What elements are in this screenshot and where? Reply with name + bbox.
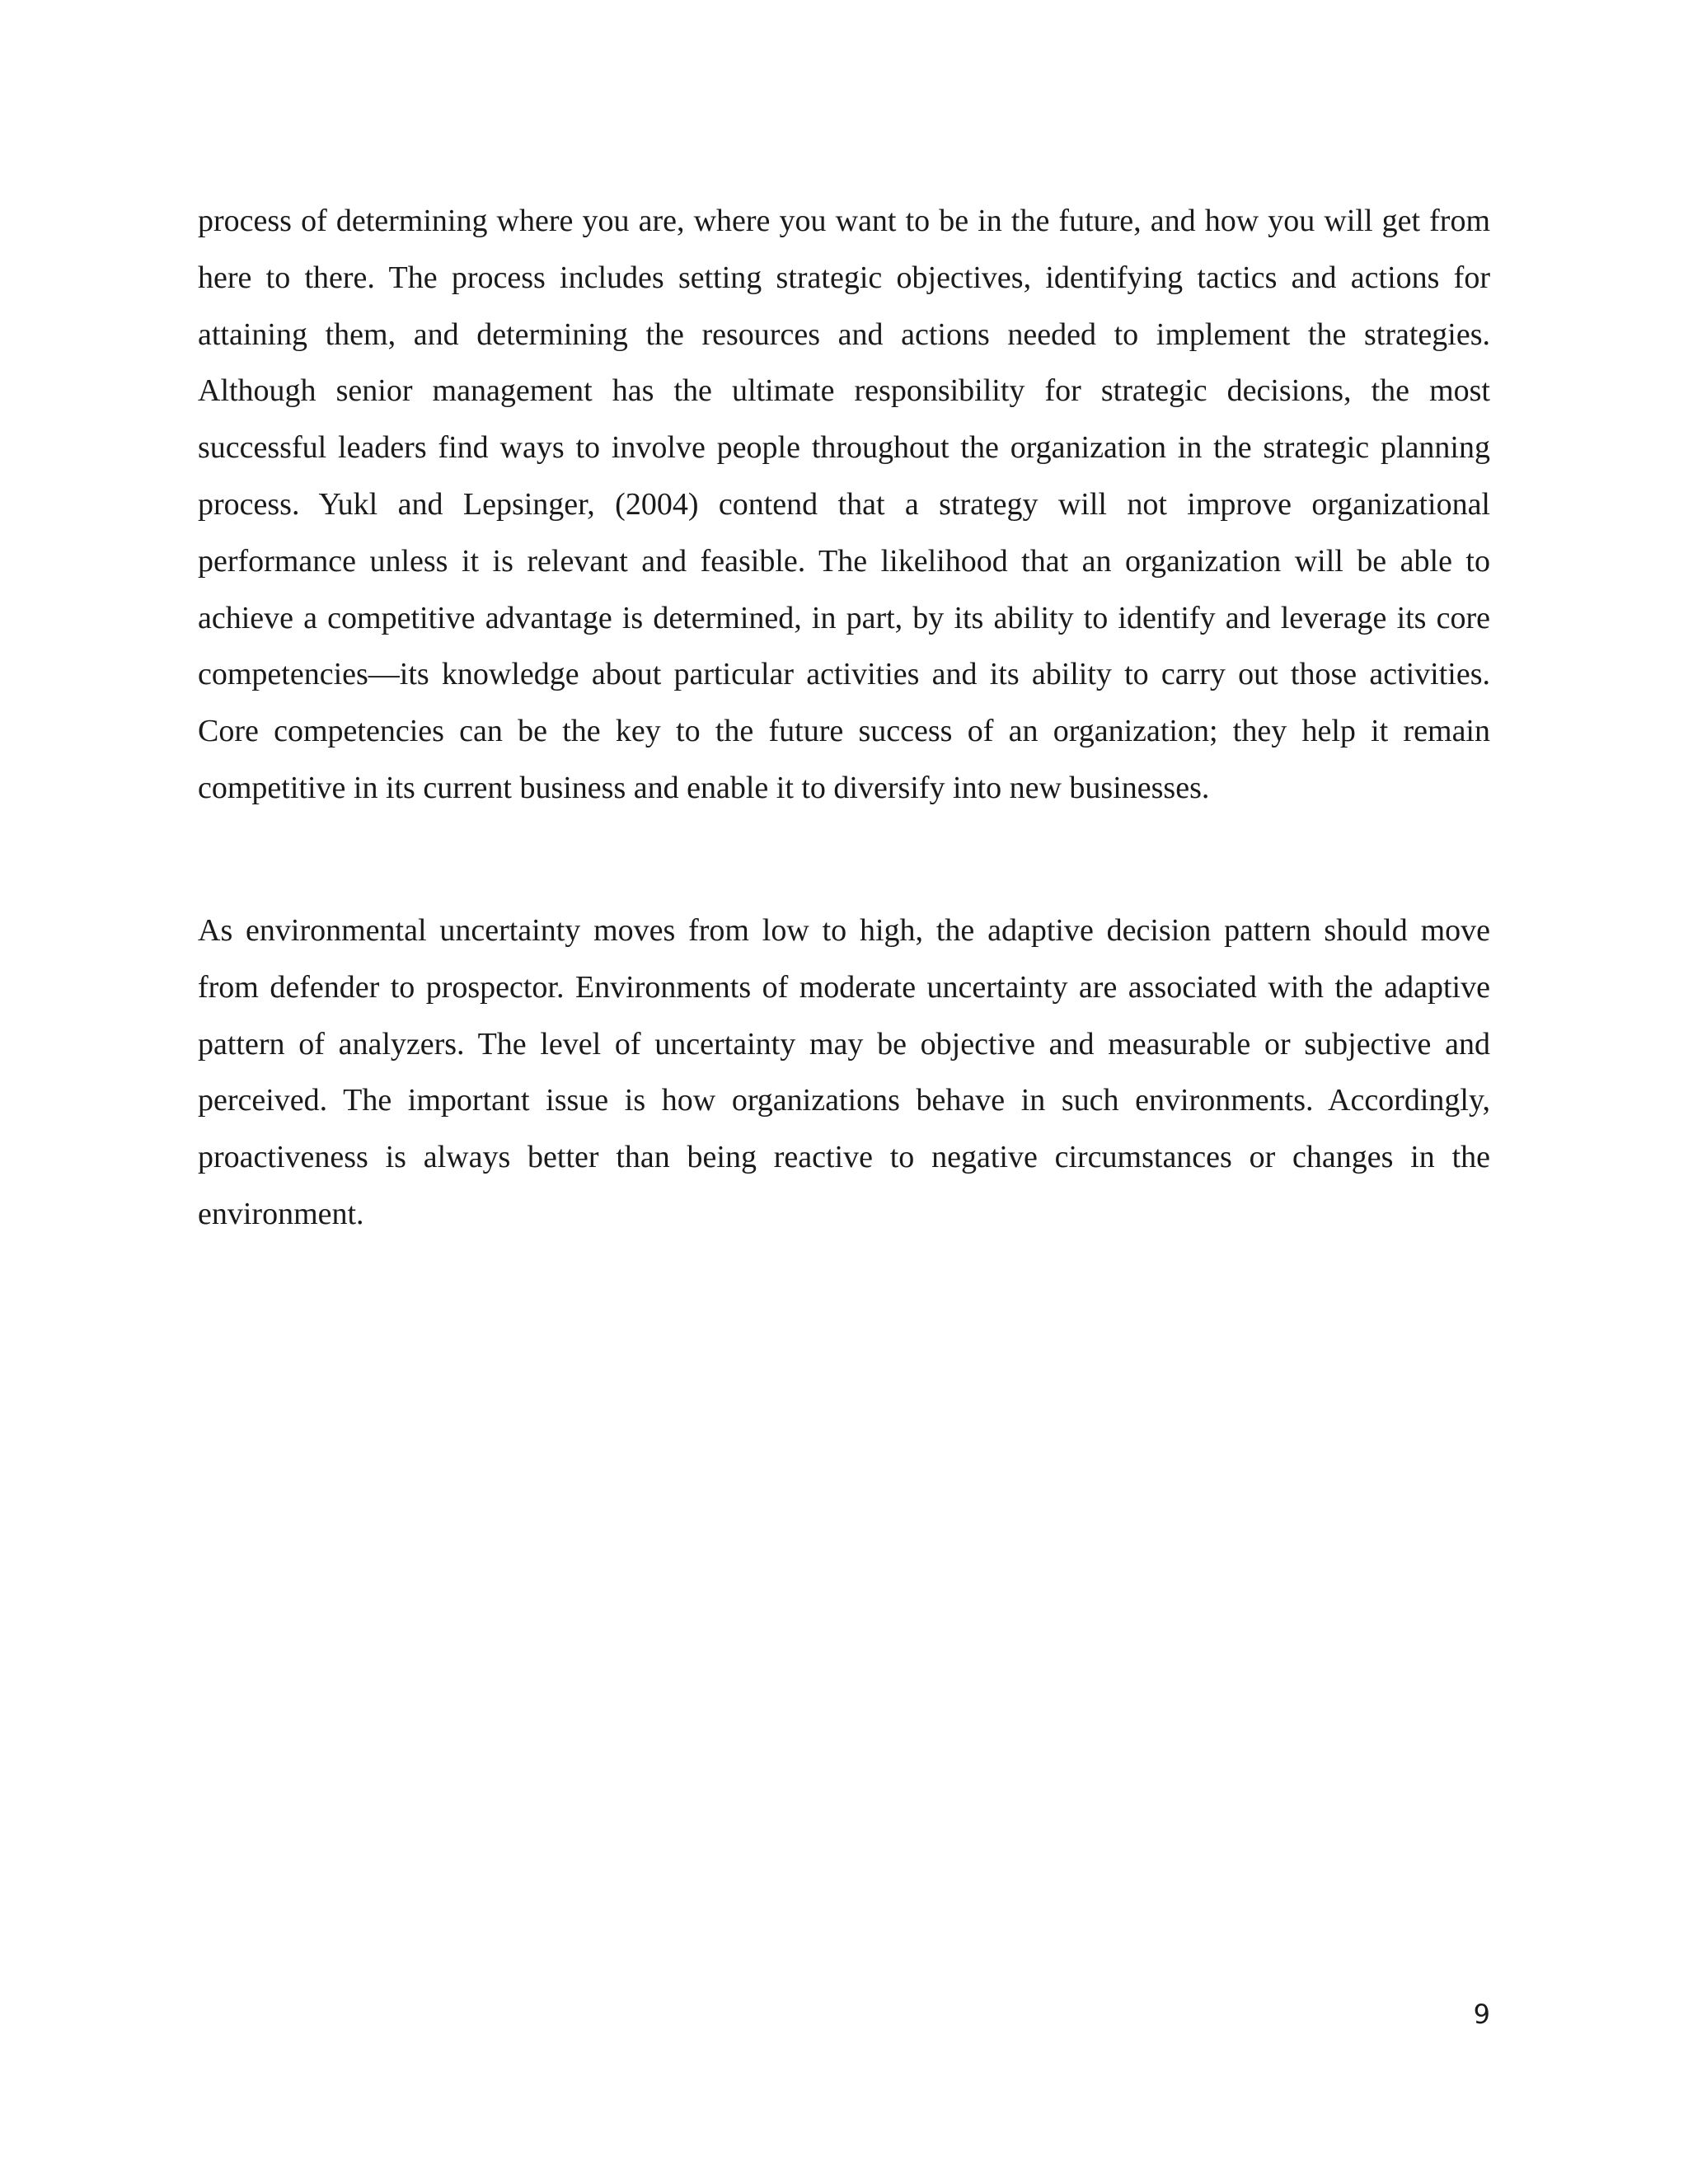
body-paragraph: process of determining where you are, where you want to be in the future, and how you will get from here to there. The process includes setting strategic objectives, identifying tactics and actions for attaining them, and determining the resources and actions needed to implement the strategies. Although senior management has the ultimate responsibility for strategic decisions, the most successful leaders find ways to involve people throughout the organization in the strategic planning process. Yukl and Lepsinger, (2004) contend that a strategy will not improve organizational performance unless it is relevant and feasible. The likelihood that an organization will be able to achieve a competitive advantage is determined, in part, by its ability to identify and leverage its core competencies—its knowledge about particular activities and its ability to carry out those activities. Core competencies can be the key to the future success of an organization; they help it remain competitive in its current business and enable it to diversify into new businesses.	[198, 204, 1490, 805]
body-paragraph: As environmental uncertainty moves from low to high, the adaptive decision pattern should move from defender to prospector. Environments of moderate uncertainty are associated with the adaptive pattern of analyzers. The level of uncertainty may be objective and measurable or subjective and perceived. The important issue is how organizations behave in such environments. Accordingly, proactiveness is always better than being reactive to negative circumstances or changes in the environment.	[198, 913, 1490, 1231]
page-number: 9	[1473, 1999, 1490, 2030]
